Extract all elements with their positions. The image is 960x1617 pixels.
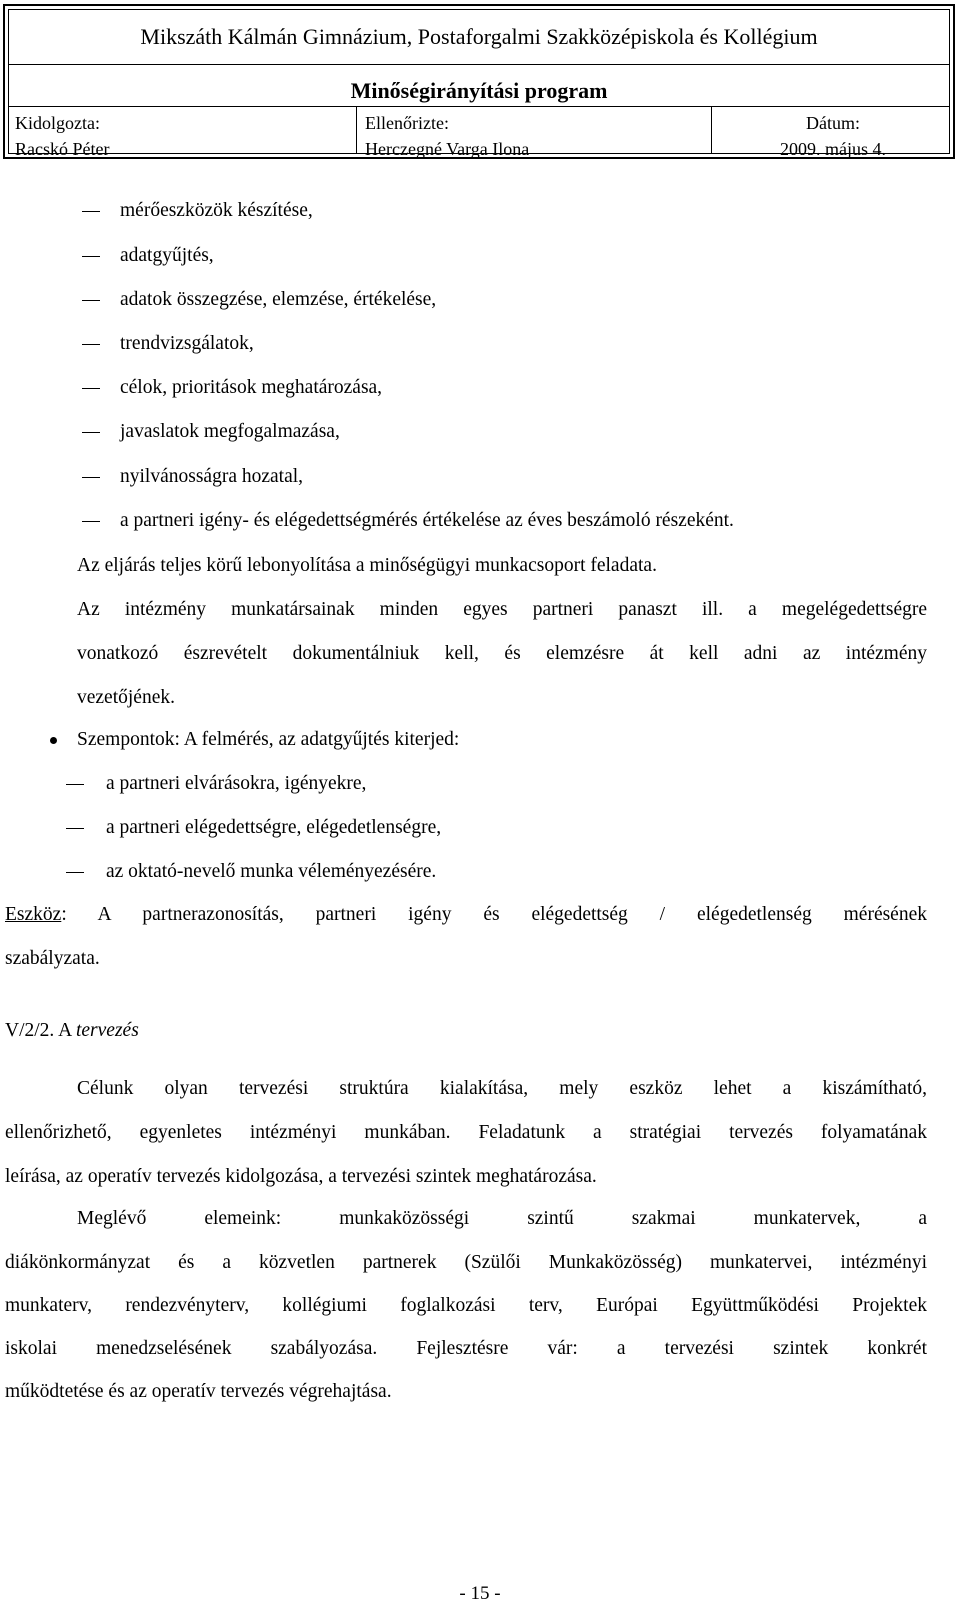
- section-heading: [5, 1018, 139, 1044]
- list-item: trendvizsgálatok,: [120, 333, 254, 354]
- paragraph-line: vezetőjének.: [77, 687, 175, 708]
- paragraph-line: iskolai menedzselésének szabályozása. Fejlesztésre vár: a tervezési szintek konkrét: [5, 1338, 927, 1359]
- dash-bullet: [66, 784, 84, 785]
- paragraph-line: Célunk olyan tervezési struktúra kialakítása, mely eszköz lehet a kiszámítható,: [77, 1078, 927, 1099]
- dash-bullet: [66, 828, 84, 829]
- list-item: adatgyűjtés,: [120, 245, 214, 266]
- header-divider: [9, 64, 949, 65]
- bullet-icon: [50, 737, 57, 744]
- paragraph-line: Az intézmény munkatársainak minden egyes partneri panaszt ill. a megelégedettségre: [77, 599, 927, 620]
- paragraph-line: diákönkormányzat és a közvetlen partnerek (Szülői Munkaközösség) munkatervei, intézményi: [5, 1252, 927, 1273]
- criteria-heading: Szempontok: A felmérés, az adatgyűjtés kiterjed:: [77, 729, 460, 750]
- date-value: 2009. május 4.: [780, 139, 886, 159]
- dash-bullet: [82, 477, 100, 478]
- paragraph-line: működtetése és az operatív tervezés végrehajtása.: [5, 1381, 392, 1402]
- list-item: célok, prioritások meghatározása,: [120, 377, 383, 398]
- dash-bullet: [82, 211, 100, 212]
- dash-bullet: [82, 521, 100, 522]
- author-name: Racskó Péter: [15, 139, 110, 159]
- list-item: adatok összegzése, elemzése, értékelése,: [120, 289, 437, 310]
- header-frame: [8, 9, 950, 159]
- date-label: Dátum:: [806, 113, 860, 133]
- tool-paragraph-line: [5, 902, 927, 928]
- paragraph-procedure: Az eljárás teljes körű lebonyolítása a minőségügyi munkacsoport feladata.: [77, 555, 657, 576]
- program-title: Minőségirányítási program: [350, 78, 608, 103]
- document-header: [3, 4, 955, 159]
- checker-label: Ellenőrizte:: [365, 113, 449, 133]
- dash-bullet: [66, 872, 84, 873]
- paragraph-line: Meglévő elemeink: munkaközösségi szintű szakmai munkatervek, a: [77, 1208, 927, 1229]
- list-item: javaslatok megfogalmazása,: [120, 421, 340, 442]
- dash-bullet: [82, 300, 100, 301]
- paragraph-line: munkaterv, rendezvényterv, kollégiumi foglalkozási terv, Európai Együttműködési Projektek: [5, 1295, 927, 1316]
- tool-text: : A partnerazonosítás, partneri igény és elégedettség / elégedetlenség mérésének: [61, 904, 927, 925]
- list-item: nyilvánosságra hozatal,: [120, 466, 304, 487]
- section-number: V/2/2. A: [5, 1020, 76, 1041]
- header-divider: [9, 106, 949, 107]
- dash-bullet: [82, 344, 100, 345]
- paragraph-line: vonatkozó észrevételt dokumentálniuk kell, és elemzésre át kell adni az intézmény: [77, 643, 927, 664]
- checker-name: Herczegné Varga Ilona: [365, 139, 530, 159]
- header-column-divider: [356, 106, 357, 153]
- paragraph-line: leírása, az operatív tervezés kidolgozása, a tervezési szintek meghatározása.: [5, 1166, 597, 1187]
- author-label: Kidolgozta:: [15, 113, 100, 133]
- tool-label: Eszköz: [5, 904, 62, 925]
- page-number: - 15 -: [459, 1583, 501, 1604]
- list-item: a partneri elégedettségre, elégedetlenségre,: [106, 817, 442, 838]
- list-item: az oktató-nevelő munka véleményezésére.: [106, 861, 437, 882]
- dash-bullet: [82, 256, 100, 257]
- tool-paragraph-line: szabályzata.: [5, 948, 100, 969]
- section-title: tervezés: [75, 1020, 139, 1041]
- list-item: a partneri igény- és elégedettségmérés értékelése az éves beszámoló részeként.: [120, 510, 734, 531]
- list-item: a partneri elvárásokra, igényekre,: [106, 773, 367, 794]
- paragraph-line: ellenőrizhető, egyenletes intézményi munkában. Feladatunk a stratégiai tervezés folyamatának: [5, 1122, 927, 1143]
- dash-bullet: [82, 432, 100, 433]
- school-name: Mikszáth Kálmán Gimnázium, Postaforgalmi Szakközépiskola és Kollégium: [140, 24, 818, 49]
- dash-bullet: [82, 388, 100, 389]
- list-item: mérőeszközök készítése,: [120, 200, 313, 221]
